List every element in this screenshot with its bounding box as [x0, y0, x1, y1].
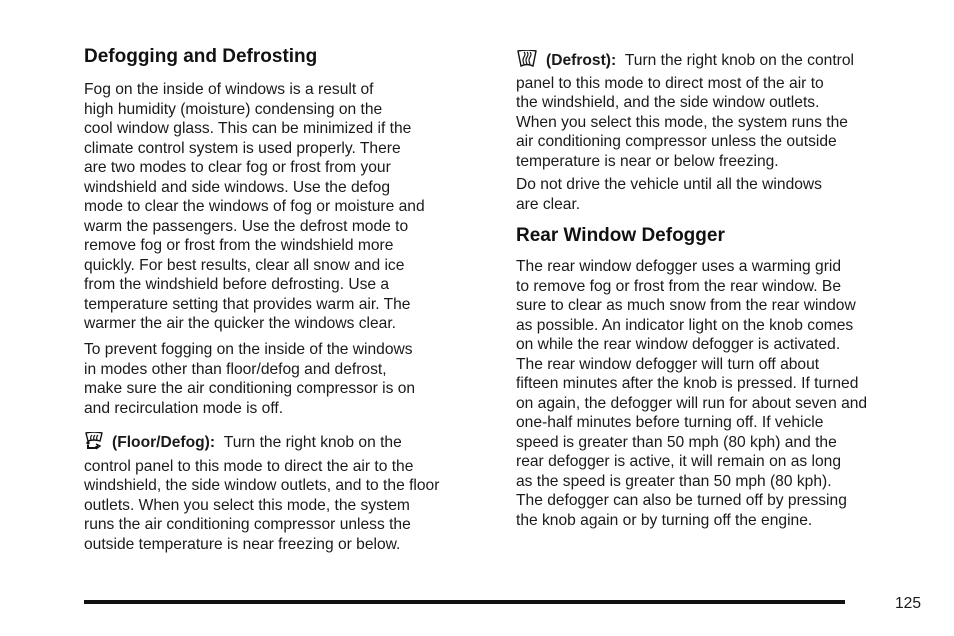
text-line: When you select this mode, the system runs the [516, 113, 848, 131]
text-line: The rear window defogger will turn off about [516, 355, 820, 373]
defrost-label: (Defrost): [546, 52, 617, 69]
section-heading-rear-defogger: Rear Window Defogger [516, 225, 725, 246]
paragraph-rear-defogger [516, 257, 867, 530]
defrost-icon [516, 50, 538, 74]
text-line: remove fog or frost from the windshield more [84, 237, 394, 254]
text-line: To prevent fogging on the inside of the windows [84, 341, 413, 358]
text-line: as the speed is greater than 50 mph (80 kph). [516, 472, 832, 490]
text-line: the knob again or by turning off the engine. [516, 511, 813, 529]
text-line: windshield and side windows. Use the defog [84, 178, 390, 196]
text-line: temperature setting that provides warm air. The [84, 295, 411, 313]
text-line: fifteen minutes after the knob is pressed. If turned [516, 375, 859, 392]
paragraph-do-not-drive [516, 175, 822, 214]
paragraph-floor-defog [84, 432, 439, 554]
text-line: outside temperature is near freezing or below. [84, 535, 401, 553]
floor-defog-icon [84, 432, 104, 456]
text-line: Turn the right knob on the control [624, 52, 854, 69]
text-line: are two modes to clear fog or frost from your [84, 159, 391, 176]
text-line: high humidity (moisture) condensing on the [84, 100, 383, 118]
text-line: outlets. When you select this mode, the system [84, 496, 410, 514]
text-line: from the windshield before defrosting. Use a [84, 276, 390, 293]
section-heading-defogging: Defogging and Defrosting [84, 46, 318, 67]
text-line: are clear. [516, 195, 581, 213]
text-line: as possible. An indicator light on the knob comes [516, 316, 854, 334]
text-line: make sure the air conditioning compressor is on [84, 380, 416, 397]
text-line: the windshield, and the side window outlets. [516, 94, 820, 111]
text-line: panel to this mode to direct most of the air to [516, 74, 824, 92]
text-line: and recirculation mode is off. [84, 399, 284, 417]
text-line: Fog on the inside of windows is a result of [84, 81, 374, 98]
text-line: The defogger can also be turned off by pressing [516, 492, 847, 509]
text-line: windshield, the side window outlets, and to the floor [84, 477, 440, 494]
text-line [516, 50, 854, 74]
text-line: one-half minutes before turning off. If vehicle [516, 414, 824, 431]
text-line: temperature is near or below freezing. [516, 152, 779, 170]
page-number: 125 [895, 595, 922, 612]
text-line: quickly. For best results, clear all snow and ice [84, 256, 405, 274]
text-line: control panel to this mode to direct the air to the [84, 457, 414, 475]
text-line: rear defogger is active, it will remain on as long [516, 453, 842, 470]
text-line: speed is greater than 50 mph (80 kph) and the [516, 433, 837, 451]
text-line: Turn the right knob on the [223, 434, 402, 451]
paragraph-prevent-fogging [84, 340, 415, 418]
text-line [84, 432, 439, 456]
text-line: cool window glass. This can be minimized if the [84, 120, 412, 137]
text-line: on again, the defogger will run for about seven and [516, 394, 868, 412]
footer-rule [84, 600, 845, 604]
text-line: in modes other than floor/defog and defrost, [84, 360, 387, 378]
text-line: warmer the air the quicker the windows clear. [84, 315, 397, 332]
text-line: sure to clear as much snow from the rear window [516, 297, 856, 314]
paragraph-fog-intro [84, 80, 425, 334]
floor-defog-label: (Floor/Defog): [112, 434, 216, 451]
paragraph-defrost [516, 50, 854, 171]
text-line: to remove fog or frost from the rear window. Be [516, 277, 842, 295]
text-line: air conditioning compressor unless the outside [516, 133, 837, 150]
text-line: runs the air conditioning compressor unless the [84, 516, 411, 533]
text-line: on while the rear window defogger is activated. [516, 336, 841, 353]
text-line: climate control system is used properly. There [84, 139, 401, 157]
text-line: mode to clear the windows of fog or moisture and [84, 198, 425, 215]
text-line: Do not drive the vehicle until all the windows [516, 176, 822, 193]
text-line: warm the passengers. Use the defrost mode to [84, 217, 409, 235]
text-line: The rear window defogger uses a warming grid [516, 258, 842, 275]
